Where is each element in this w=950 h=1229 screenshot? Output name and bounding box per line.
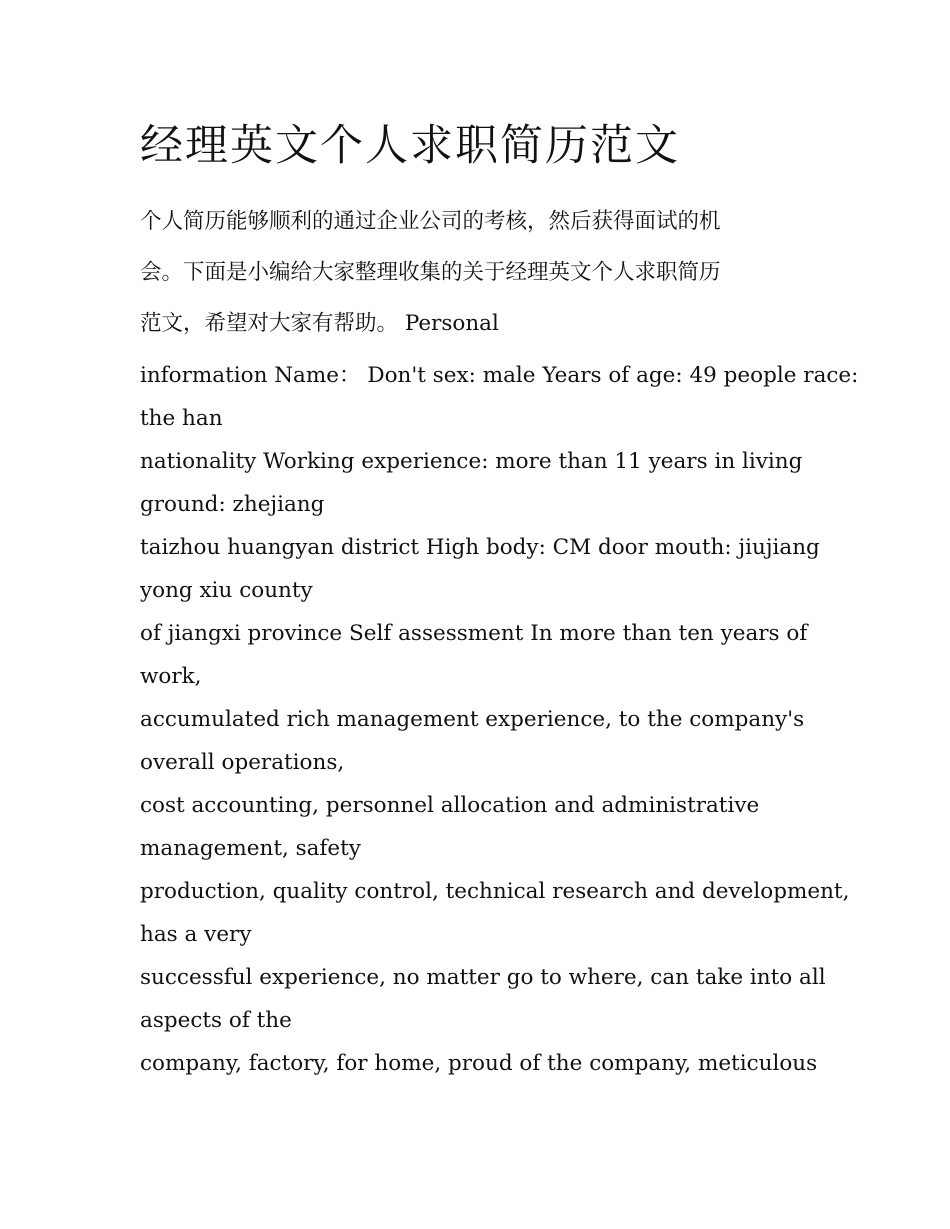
page-title: 经理英文个人求职简历范文 — [140, 121, 680, 171]
intro-paragraph — [140, 196, 830, 349]
body-line: information Name： Don't sex: male Years of age: 49 people race: — [140, 363, 859, 388]
body-line: company, factory, for home, proud of the company, meticulous — [140, 1051, 818, 1076]
body-line: overall operations, — [140, 750, 345, 775]
body-line: nationality Working experience: more than 11 years in living — [140, 449, 803, 474]
body-line: yong xiu county — [140, 578, 313, 603]
body-line: of jiangxi province Self assessment In more than ten years of — [140, 621, 808, 646]
body-line: accumulated rich management experience, to the company's — [140, 707, 805, 732]
body-line: has a very — [140, 922, 252, 947]
intro-line: 会。下面是小编给大家整理收集的关于经理英文个人求职简历 — [140, 260, 721, 285]
body-line: the han — [140, 406, 223, 431]
body-line: production, quality control, technical research and development, — [140, 879, 850, 904]
resume-body — [140, 354, 859, 1085]
body-line: aspects of the — [140, 1008, 292, 1033]
body-line: management, safety — [140, 836, 361, 861]
body-line: taizhou huangyan district High body: CM door mouth: jiujiang — [140, 535, 820, 560]
body-line: cost accounting, personnel allocation and administrative — [140, 793, 760, 818]
body-line: successful experience, no matter go to where, can take into all — [140, 965, 826, 990]
intro-line: 个人简历能够顺利的通过企业公司的考核，然后获得面试的机 — [140, 209, 721, 234]
body-line: work, — [140, 664, 202, 689]
body-line: ground: zhejiang — [140, 492, 325, 517]
intro-line: 范文，希望对大家有帮助。 Personal — [140, 311, 499, 336]
